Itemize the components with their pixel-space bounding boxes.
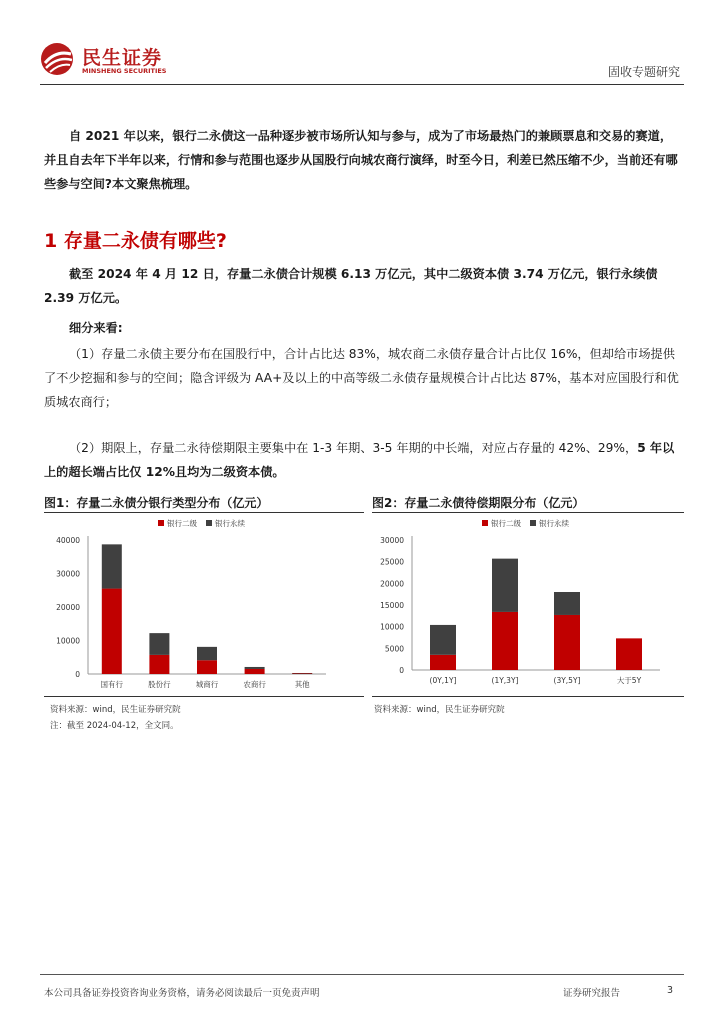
figure2-bar-perpetual <box>554 592 580 615</box>
figure1-title-rule <box>44 512 364 513</box>
logo-text-cn: 民生证券 <box>82 47 163 69</box>
minsheng-logo-icon <box>40 42 76 76</box>
figure1-legend-swatch <box>206 520 212 526</box>
figure2-y-tick-label: 5000 <box>384 644 404 654</box>
figure2-bar-perpetual <box>492 559 518 612</box>
figure2-legend-swatch <box>482 520 488 526</box>
figure2-x-tick-label: (0Y,1Y] <box>429 676 457 685</box>
page-header <box>0 0 724 86</box>
company-logo <box>40 40 180 78</box>
figure2-y-tick-label: 30000 <box>380 536 404 545</box>
figure2-bar-tier2 <box>430 655 456 670</box>
figure2-y-tick-label: 0 <box>399 666 404 675</box>
figure1-x-tick-label: 国有行 <box>100 680 124 689</box>
figure2-x-tick-label: (1Y,3Y] <box>491 676 519 685</box>
figure2-bar-perpetual <box>430 625 456 655</box>
figure1-bar-perpetual <box>102 544 122 588</box>
figure2-bar-tier2 <box>554 615 580 670</box>
figure2-bottom-rule <box>372 696 684 697</box>
intro-paragraph: 自 2021 年以来，银行二永债这一品种逐步被市场所认知与参与，成为了市场最热门的兼顾票息和交易的赛道，并且自去年下半年以来，行情和参与范围也逐步从国股行向城农商行演绎，时至今日，利差已然压缩不少，当前还有哪些参与空间?本文聚焦梳理。 <box>44 129 678 191</box>
figure1-x-tick-label: 城商行 <box>195 680 219 689</box>
figure1-note: 注：截至 2024-04-12，全文同。 <box>50 721 179 731</box>
footer-disclaimer: 本公司具备证券投资咨询业务资格，请务必阅读最后一页免责声明 <box>44 988 320 999</box>
figure1-svg <box>44 514 364 692</box>
figure2-x-tick-label: (3Y,5Y] <box>553 676 581 685</box>
figure2-legend-swatch <box>530 520 536 526</box>
point2-plain: （2）期限上，存量二永待偿期限主要集中在 1-3 年期、3-5 年期的中长端，对应占存量的 42%、29%， <box>69 441 638 455</box>
figure1-bar-perpetual <box>197 647 217 660</box>
figure1-y-tick-label: 20000 <box>56 603 80 612</box>
subhead-paragraph: 细分来看: <box>69 321 123 335</box>
figure2-y-tick-label: 15000 <box>380 601 404 610</box>
footer-report-type: 证券研究报告 <box>563 988 621 999</box>
point2-bold: 5 年以上的超长端占比仅 12%且均为二级资本债。 <box>44 441 675 479</box>
header-divider <box>40 84 684 85</box>
figure1-legend-label: 银行永续 <box>215 519 245 528</box>
page-number: 3 <box>667 985 674 996</box>
figure1-x-tick-label: 其他 <box>294 680 310 689</box>
figure1-bar-tier2 <box>197 660 217 674</box>
figure1-bar-perpetual <box>245 667 265 669</box>
figure2-y-tick-label: 25000 <box>380 557 404 567</box>
figure2-bar-tier2 <box>616 638 642 670</box>
point2-paragraph <box>44 436 684 484</box>
figure2-title-rule <box>372 512 684 513</box>
figure2-legend-label: 银行二级 <box>491 519 521 528</box>
figure1-y-tick-label: 40000 <box>56 536 80 545</box>
section-title: 1 存量二永债有哪些? <box>44 230 227 252</box>
figure1-bar-tier2 <box>102 589 122 674</box>
figure2-svg <box>372 514 684 692</box>
figure1-bar-perpetual <box>149 633 169 655</box>
figure2-y-tick-label: 20000 <box>380 579 404 589</box>
figure1-source: 资料来源：wind，民生证券研究院 <box>50 705 181 715</box>
figure2-y-tick-label: 10000 <box>380 622 404 632</box>
figure1-legend-label: 银行二级 <box>167 519 197 528</box>
footer-divider <box>40 974 684 975</box>
figure1-bottom-rule <box>44 696 364 697</box>
figure1-bar-tier2 <box>149 655 169 674</box>
figure1-bar-tier2 <box>245 669 265 674</box>
figure1-legend-swatch <box>158 520 164 526</box>
figure1-title: 图1：存量二永债分银行类型分布（亿元） <box>44 496 269 510</box>
figure1-y-tick-label: 0 <box>75 670 80 679</box>
figure2-title: 图2：存量二永债待偿期限分布（亿元） <box>372 496 585 510</box>
figure2-source: 资料来源：wind，民生证券研究院 <box>374 705 505 715</box>
figure2-legend-label: 银行永续 <box>539 519 569 528</box>
figure1-bar-perpetual <box>292 673 312 674</box>
figure2-x-tick-label: 大于5Y <box>616 676 642 685</box>
figure1-chart <box>44 514 364 696</box>
figure1-x-tick-label: 股份行 <box>148 680 171 689</box>
figure1-y-tick-label: 10000 <box>56 636 80 646</box>
figure1-y-tick-label: 30000 <box>56 569 80 579</box>
figure2-bar-tier2 <box>492 612 518 670</box>
point1-paragraph: （1）存量二永债主要分布在国股行中，合计占比达 83%，城农商二永债存量合计占比仅 16%，但却给市场提供了不少挖掘和参与的空间；隐含评级为 AA+及以上的中高等级二永债存量规模合计占比达 87%，基本对应国股行和优质城农商行； <box>44 347 679 409</box>
logo-text-en: MINSHENG SECURITIES <box>82 67 167 75</box>
report-category: 固收专题研究 <box>607 65 680 79</box>
figure2-chart <box>372 514 684 696</box>
figure1-x-tick-label: 农商行 <box>243 680 266 689</box>
summary-paragraph: 截至 2024 年 4 月 12 日，存量二永债合计规模 6.13 万亿元，其中二级资本债 3.74 万亿元，银行永续债 2.39 万亿元。 <box>44 267 658 305</box>
